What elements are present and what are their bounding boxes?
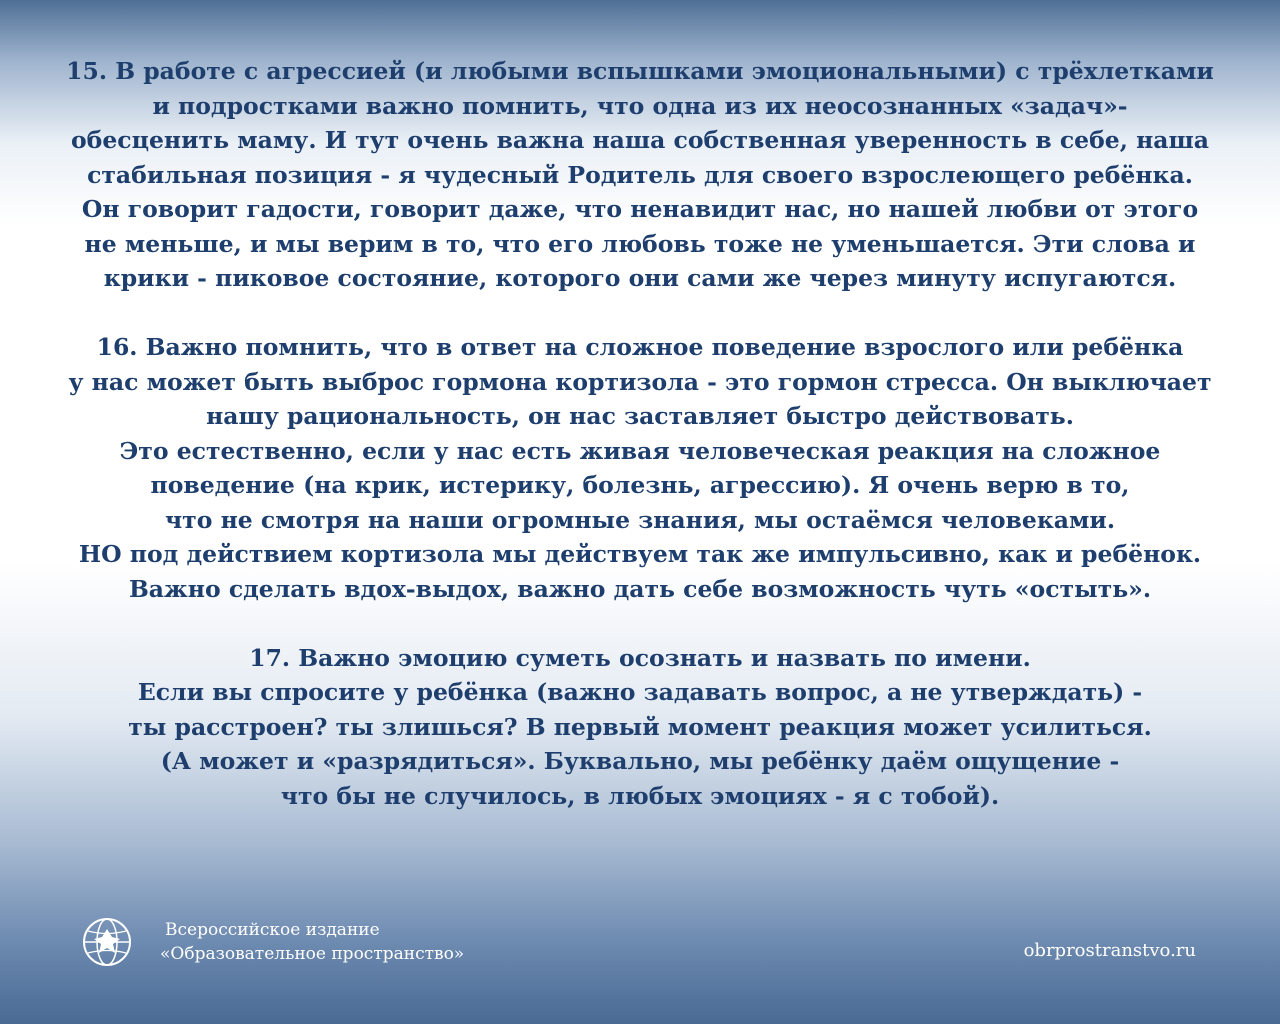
paragraph-15: [20, 54, 1260, 296]
publisher-line-2: «Образовательное пространство»: [160, 944, 465, 964]
text-line: Если вы спросите у ребёнка (важно задавать вопрос, а не утверждать) -: [137, 678, 1143, 706]
text-line: нашу рациональность, он нас заставляет быстро действовать.: [206, 402, 1074, 430]
text-line: у нас может быть выброс гормона кортизола - это гормон стресса. Он выключает: [68, 367, 1212, 396]
text-line: 17. Важно эмоцию суметь осознать и назвать по имени.: [249, 643, 1031, 672]
website-url: obrprostranstvo.ru: [1023, 940, 1196, 961]
text-line: НО под действием кортизола мы действуем так же импульсивно, как и ребёнок.: [78, 540, 1202, 568]
text-line: что не смотря на наши огромные знания, мы остаёмся человеками.: [164, 505, 1116, 534]
text-line: ты расстроен? ты злишься? В первый момент реакция может усилиться.: [128, 712, 1152, 741]
text-line: поведение (на крик, истерику, болезнь, агрессию). Я очень верю в то,: [150, 471, 1130, 499]
paragraph-spacer: [20, 606, 1260, 641]
text-line: стабильная позиция - я чудесный Родитель для своего взрослеющего ребёнка.: [87, 160, 1193, 189]
publisher-line-1: Всероссийское издание: [165, 920, 380, 940]
globe-emblem-icon: [82, 917, 132, 967]
text-line: крики - пиковое состояние, которого они сами же через минуту испугаются.: [103, 264, 1177, 292]
text-line: и подростками важно помнить, что одна из их неосознанных «задач»-: [152, 91, 1128, 120]
text-line: Это естественно, если у нас есть живая человеческая реакция на сложное: [119, 436, 1161, 465]
text-line: Важно сделать вдох-выдох, важно дать себе возможность чуть «остыть».: [128, 574, 1152, 603]
article-text: [20, 54, 1260, 813]
footer: [0, 910, 1280, 980]
text-line: 16. Важно помнить, что в ответ на сложное поведение взрослого или ребёнка: [96, 333, 1184, 361]
text-line: Он говорит гадости, говорит даже, что ненавидит нас, но нашей любви от этого: [81, 195, 1199, 223]
text-line: (А может и «разрядиться». Буквально, мы ребёнку даём ощущение -: [160, 747, 1120, 775]
paragraph-16: [20, 330, 1260, 606]
paragraph-17: [20, 641, 1260, 814]
publisher-name: [160, 918, 464, 966]
text-line: не меньше, и мы верим в то, что его любовь тоже не уменьшается. Эти слова и: [84, 229, 1196, 258]
paragraph-spacer: [20, 296, 1260, 331]
text-line: 15. В работе с агрессией (и любыми вспышками эмоциональными) с трёхлетками: [66, 57, 1214, 85]
text-line: что бы не случилось, в любых эмоциях - я с тобой).: [280, 781, 1000, 810]
text-line: обесценить маму. И тут очень важна наша собственная уверенность в себе, наша: [70, 126, 1209, 154]
